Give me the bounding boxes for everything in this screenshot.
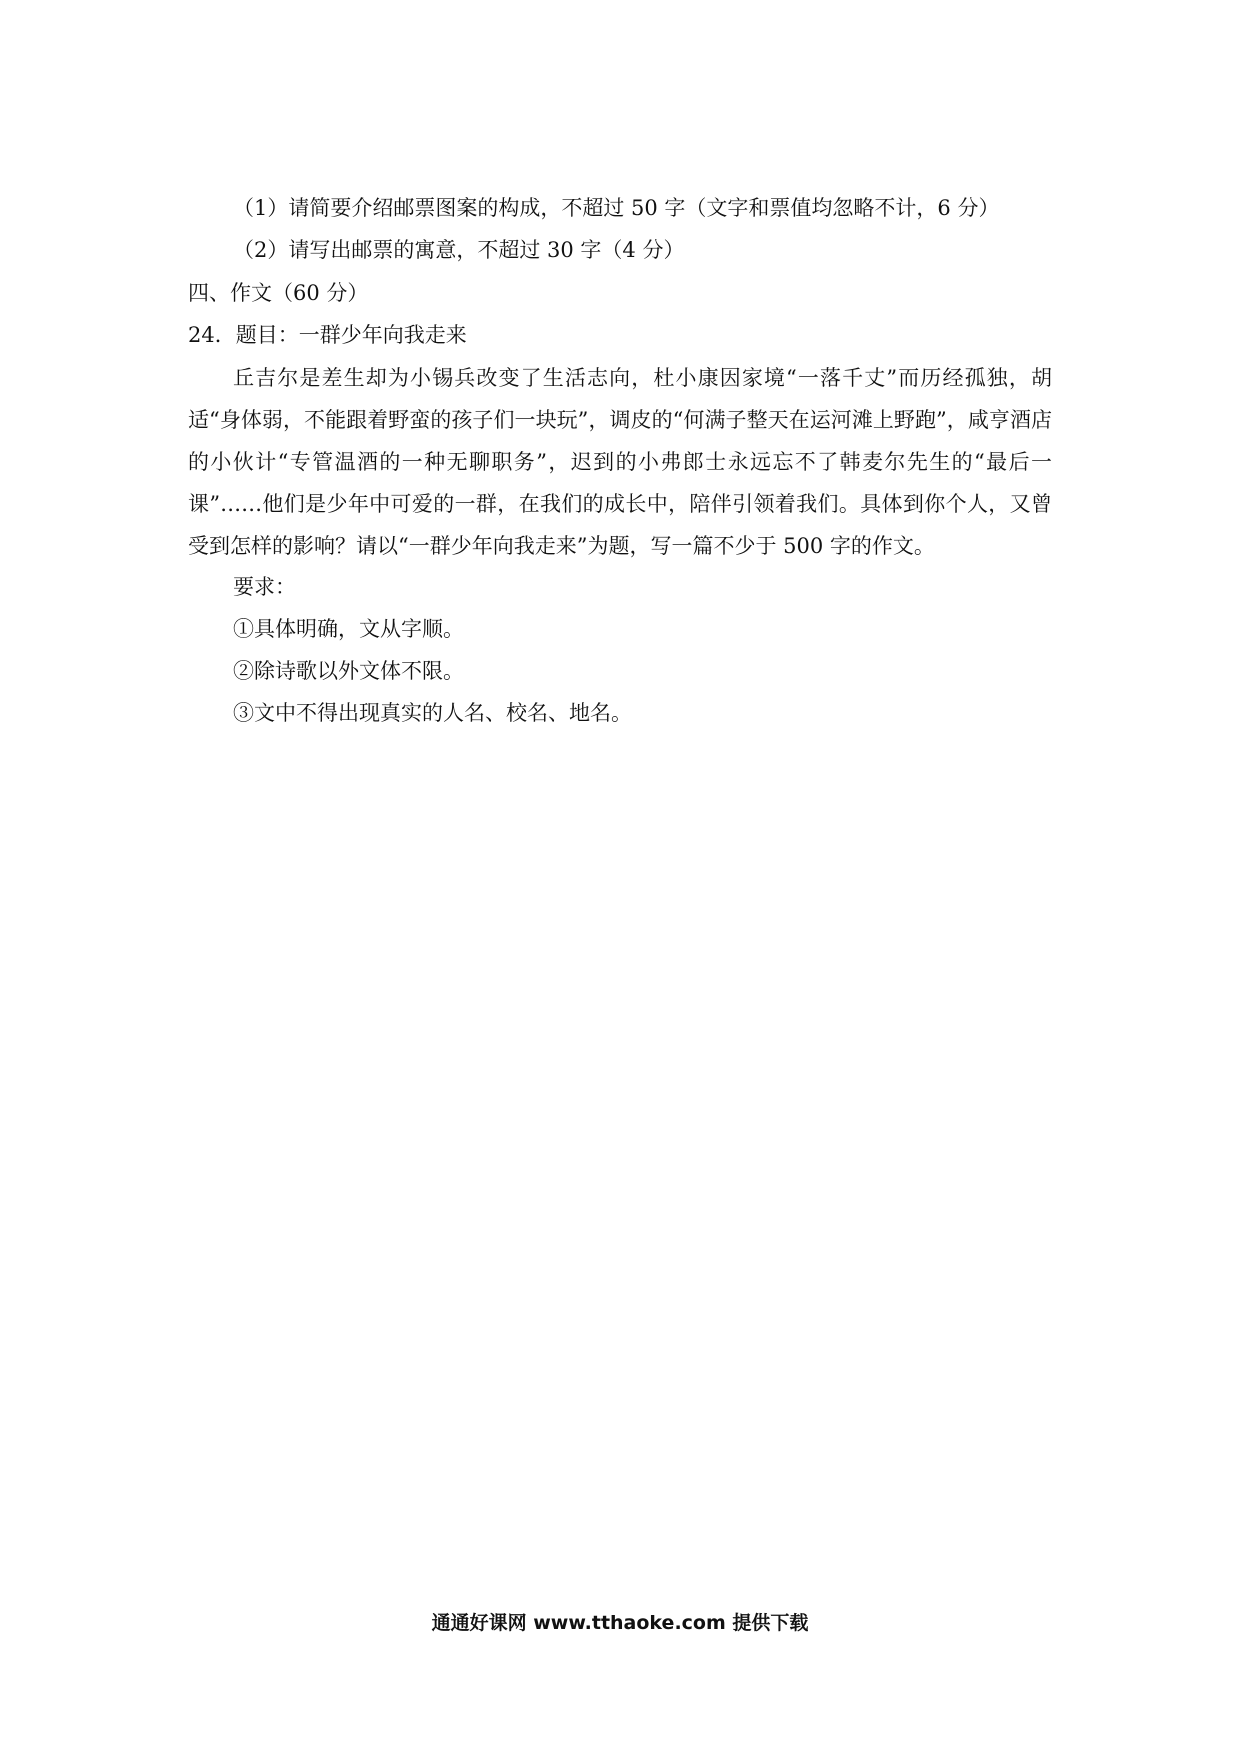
- requirement-item: ①具体明确，文从字顺。: [233, 617, 464, 641]
- essay-prompt: 丘吉尔是差生却为小锡兵改变了生活志向，杜小康因家境“一落千丈”而历经孤独，胡适“身体弱，不能跟着野蛮的孩子们一块玩”，调皮的“何满子整天在运河滩上野跑”，咸亨酒店的小伙计“专管温酒的一种无聊职务”，迟到的小弗郎士永远忘不了韩麦尔先生的“最后一课”……他们是少年中可爱的一群，在我们的成长中，陪伴引领着我们。具体到你个人，又曾受到怎样的影响？请以“一群少年向我走来”为题，写一篇不少于 500 字的作文。: [188, 366, 1052, 558]
- requirements-label: 要求：: [233, 575, 296, 599]
- question-1: （1）请简要介绍邮票图案的构成，不超过 50 字（文字和票值均忽略不计，6 分）: [233, 196, 1000, 220]
- requirement-item: ③文中不得出现真实的人名、校名、地名。: [233, 701, 632, 725]
- section-heading: 四、作文（60 分）: [188, 281, 369, 305]
- requirement-item: ②除诗歌以外文体不限。: [233, 659, 464, 683]
- question-2: （2）请写出邮票的寓意，不超过 30 字（4 分）: [233, 238, 685, 262]
- footer-watermark: 通通好课网 www.tthaoke.com 提供下载: [431, 1612, 809, 1634]
- essay-title-item: 24．题目：一群少年向我走来: [188, 323, 467, 347]
